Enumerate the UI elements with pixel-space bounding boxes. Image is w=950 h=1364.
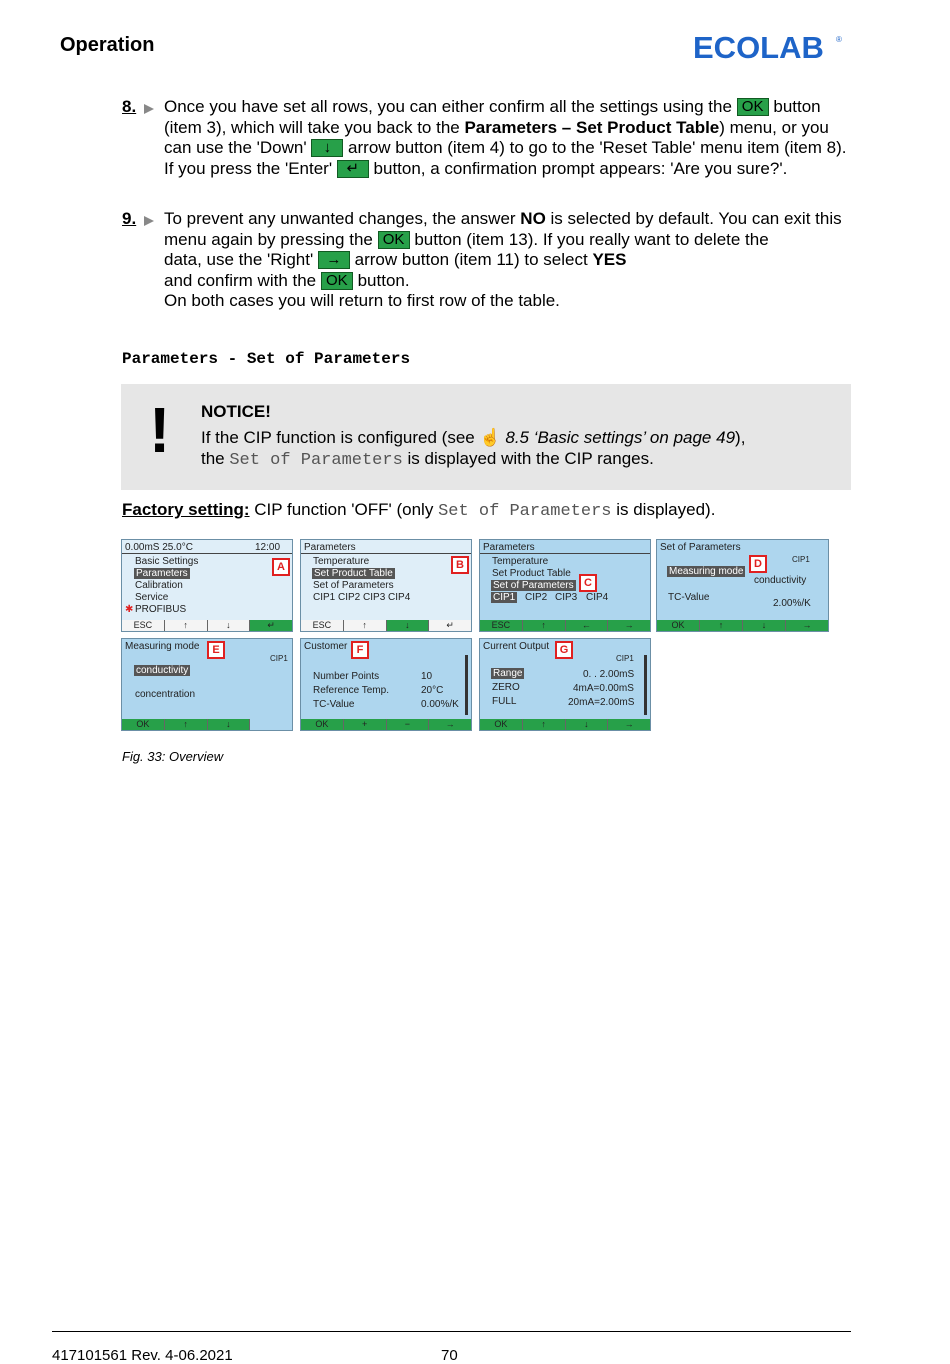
soft-key: ↑: [164, 620, 207, 631]
menu-item-selected: Set Product Table: [314, 568, 393, 579]
step-9: [122, 209, 857, 312]
soft-key-bar: [657, 620, 828, 631]
ok-key: OK: [378, 231, 410, 249]
menu-item-selected: Parameters: [136, 568, 188, 579]
callout-c: C: [579, 574, 597, 592]
menu-item: Set Product Table: [492, 568, 571, 579]
step-text: To prevent any unwanted changes, the answer: [164, 209, 521, 228]
screen-title: Current Output: [483, 641, 550, 652]
menu-item: PROFIBUS: [135, 604, 187, 615]
screen-title: Set of Parameters: [660, 542, 741, 553]
soft-key: ESC: [122, 620, 164, 631]
cip-option: CIP2: [525, 592, 548, 603]
soft-key: ↓: [386, 620, 429, 631]
param-label: Reference Temp.: [313, 685, 389, 696]
menu-item: Service: [135, 592, 169, 603]
soft-key: →: [785, 620, 828, 631]
step-text: Once you have set all rows, you can either confirm all the settings using the: [164, 97, 737, 116]
screen-title: Parameters: [483, 542, 535, 553]
ecolab-logo: [693, 28, 843, 64]
step-text: On both cases you will return to first row of the table.: [164, 291, 560, 310]
cross-reference-link[interactable]: 8.5 ‘Basic settings’ on page 49: [505, 428, 736, 447]
soft-key: ↵: [428, 620, 471, 631]
cip-indicator: CIP1: [616, 654, 634, 663]
soft-key-bar: [480, 719, 650, 730]
status-readout: 0.00mS 25.0°C: [125, 542, 193, 553]
menu-name: Set of Parameters: [229, 451, 403, 470]
step-arrow-icon: [144, 216, 154, 226]
notice-text-part: the: [201, 449, 230, 468]
step-number: 9.: [122, 209, 137, 228]
down-key-icon: ↓: [311, 139, 343, 157]
svg-text:ECOLAB: ECOLAB: [693, 30, 824, 64]
param-value: 2.00%/K: [773, 598, 811, 609]
footer-divider: [52, 1331, 851, 1332]
figure-caption: Fig. 33: Overview: [122, 749, 224, 764]
scrollbar: [644, 655, 647, 715]
screen-b-parameters: [300, 539, 472, 632]
factory-setting: [122, 500, 715, 521]
menu-name: Parameters – Set Product Table: [464, 117, 720, 137]
callout-g: G: [555, 641, 573, 659]
soft-key: ↑: [522, 719, 565, 730]
cip-indicator: CIP1: [792, 555, 810, 564]
step-text: button (item 3), which will take you back to the: [164, 97, 821, 137]
screen-g-current-output: [479, 638, 651, 731]
step-text: button.: [352, 270, 410, 290]
factory-setting-label: Factory setting:: [122, 500, 250, 519]
soft-key: OK: [122, 719, 164, 730]
cip-indicator: CIP1: [270, 654, 288, 663]
soft-key-bar: [480, 620, 650, 631]
soft-key: +: [343, 719, 386, 730]
soft-key: ←: [565, 620, 608, 631]
soft-key: ↓: [207, 620, 250, 631]
step-text: arrow button (item 11) to select: [349, 250, 593, 269]
soft-key: ↑: [343, 620, 386, 631]
menu-name: Set of Parameters: [438, 502, 612, 521]
page-section-title: Operation: [60, 34, 155, 56]
cip-option: CIP3: [555, 592, 578, 603]
soft-key: ESC: [480, 620, 522, 631]
scrollbar: [465, 655, 468, 715]
soft-key-bar: [122, 719, 292, 730]
soft-key-bar: [301, 719, 471, 730]
step-text: button (item 13). If you really want to delete the: [409, 229, 769, 249]
soft-key: ↓: [207, 719, 250, 730]
screen-d-set-of-parameters: [656, 539, 829, 632]
clock: 12:00: [255, 542, 281, 553]
param-label-selected: Measuring mode: [669, 566, 744, 577]
menu-item: Temperature: [492, 556, 549, 567]
step-8: [122, 97, 857, 179]
factory-text: CIP function 'OFF' (only: [249, 500, 439, 519]
factory-text: is displayed).: [611, 500, 716, 519]
step-text: and confirm with the: [164, 270, 321, 290]
soft-key: OK: [657, 620, 699, 631]
notice-text-part: ),: [735, 428, 746, 447]
svg-text:®: ®: [836, 35, 842, 44]
param-label: FULL: [492, 696, 517, 707]
step-text: data, use the 'Right': [164, 250, 318, 269]
option-selected: conductivity: [136, 665, 189, 676]
soft-key: [249, 719, 292, 730]
soft-key: ESC: [301, 620, 343, 631]
param-label: TC-Value: [313, 699, 355, 710]
screen-c-parameters-cip: [479, 539, 651, 632]
menu-item: Calibration: [135, 580, 183, 591]
soft-key-bar: [122, 620, 292, 631]
option: concentration: [135, 689, 196, 700]
param-value: conductivity: [754, 575, 807, 586]
answer-yes: YES: [592, 250, 627, 269]
param-value: 0. . 2.00mS: [583, 669, 635, 680]
exclamation-icon: !: [149, 394, 171, 466]
page-number: 70: [441, 1347, 458, 1364]
notice-text-part: is displayed with the CIP ranges.: [402, 449, 654, 468]
menu-item: Basic Settings: [135, 556, 199, 567]
document-number: 417101561 Rev. 4-06.2021: [52, 1347, 233, 1364]
asterisk-icon: ✱: [125, 604, 134, 615]
step-text: ) menu, or you can use the 'Down': [164, 117, 829, 157]
cip-option-selected: CIP1: [493, 592, 516, 603]
callout-e: E: [207, 641, 225, 659]
cip-option: CIP4: [586, 592, 609, 603]
param-label: TC-Value: [668, 592, 710, 603]
param-value: 20°C: [421, 685, 444, 696]
ok-key: OK: [321, 272, 353, 290]
reference-hand-icon: ☝: [479, 428, 501, 447]
notice-text-part: If the CIP function is configured (see: [201, 428, 480, 447]
section-heading: Parameters - Set of Parameters: [122, 350, 411, 368]
notice-title: NOTICE!: [201, 402, 271, 421]
screen-title: Measuring mode: [125, 641, 200, 652]
screen-title: Customer: [304, 641, 348, 652]
soft-key: ↑: [522, 620, 565, 631]
menu-item: CIP1 CIP2 CIP3 CIP4: [313, 592, 411, 603]
param-value: 20mA=2.00mS: [568, 697, 635, 708]
step-text: arrow button (item 4) to go to the 'Reset Table' menu item (item 8). If you press the 'Enter': [164, 138, 847, 178]
callout-a: A: [272, 558, 290, 576]
screen-a-main-menu: [121, 539, 293, 632]
menu-item: Temperature: [313, 556, 370, 567]
screen-title: Parameters: [304, 542, 356, 553]
soft-key: →: [607, 719, 650, 730]
soft-key: ↓: [742, 620, 785, 631]
soft-key: →: [428, 719, 471, 730]
notice-text: [201, 427, 841, 471]
step-number: 8.: [122, 97, 137, 116]
soft-key: ↓: [565, 719, 608, 730]
soft-key: ↑: [164, 719, 207, 730]
soft-key: OK: [301, 719, 343, 730]
param-label: ZERO: [492, 682, 520, 693]
soft-key: ↑: [699, 620, 742, 631]
enter-key-icon: ↵: [337, 160, 369, 178]
param-value-editing: 0.00%/K: [421, 699, 459, 710]
menu-item-selected: Set of Parameters: [493, 580, 574, 591]
step-text: button, a confirmation prompt appears: 'Are you sure?'.: [368, 158, 788, 178]
notice-box: [121, 384, 851, 490]
step-arrow-icon: [144, 104, 154, 114]
soft-key: →: [607, 620, 650, 631]
soft-key: ↵: [249, 620, 292, 631]
ok-key: OK: [737, 98, 769, 116]
soft-key: OK: [480, 719, 522, 730]
screen-e-measuring-mode: [121, 638, 293, 731]
param-label: Number Points: [313, 671, 380, 682]
right-key-icon: →: [318, 251, 350, 269]
answer-no: NO: [520, 209, 546, 228]
param-label-selected: Range: [493, 668, 523, 679]
soft-key-bar: [301, 620, 471, 631]
soft-key: −: [386, 719, 429, 730]
callout-b: B: [451, 556, 469, 574]
menu-item: Set of Parameters: [313, 580, 394, 591]
param-value: 4mA=0.00mS: [573, 683, 634, 694]
callout-d: D: [749, 555, 767, 573]
step-text: is selected by default. You can exit this menu again by pressing the: [164, 209, 842, 249]
callout-f: F: [351, 641, 369, 659]
screen-f-customer: [300, 638, 472, 731]
param-value: 10: [421, 671, 433, 682]
